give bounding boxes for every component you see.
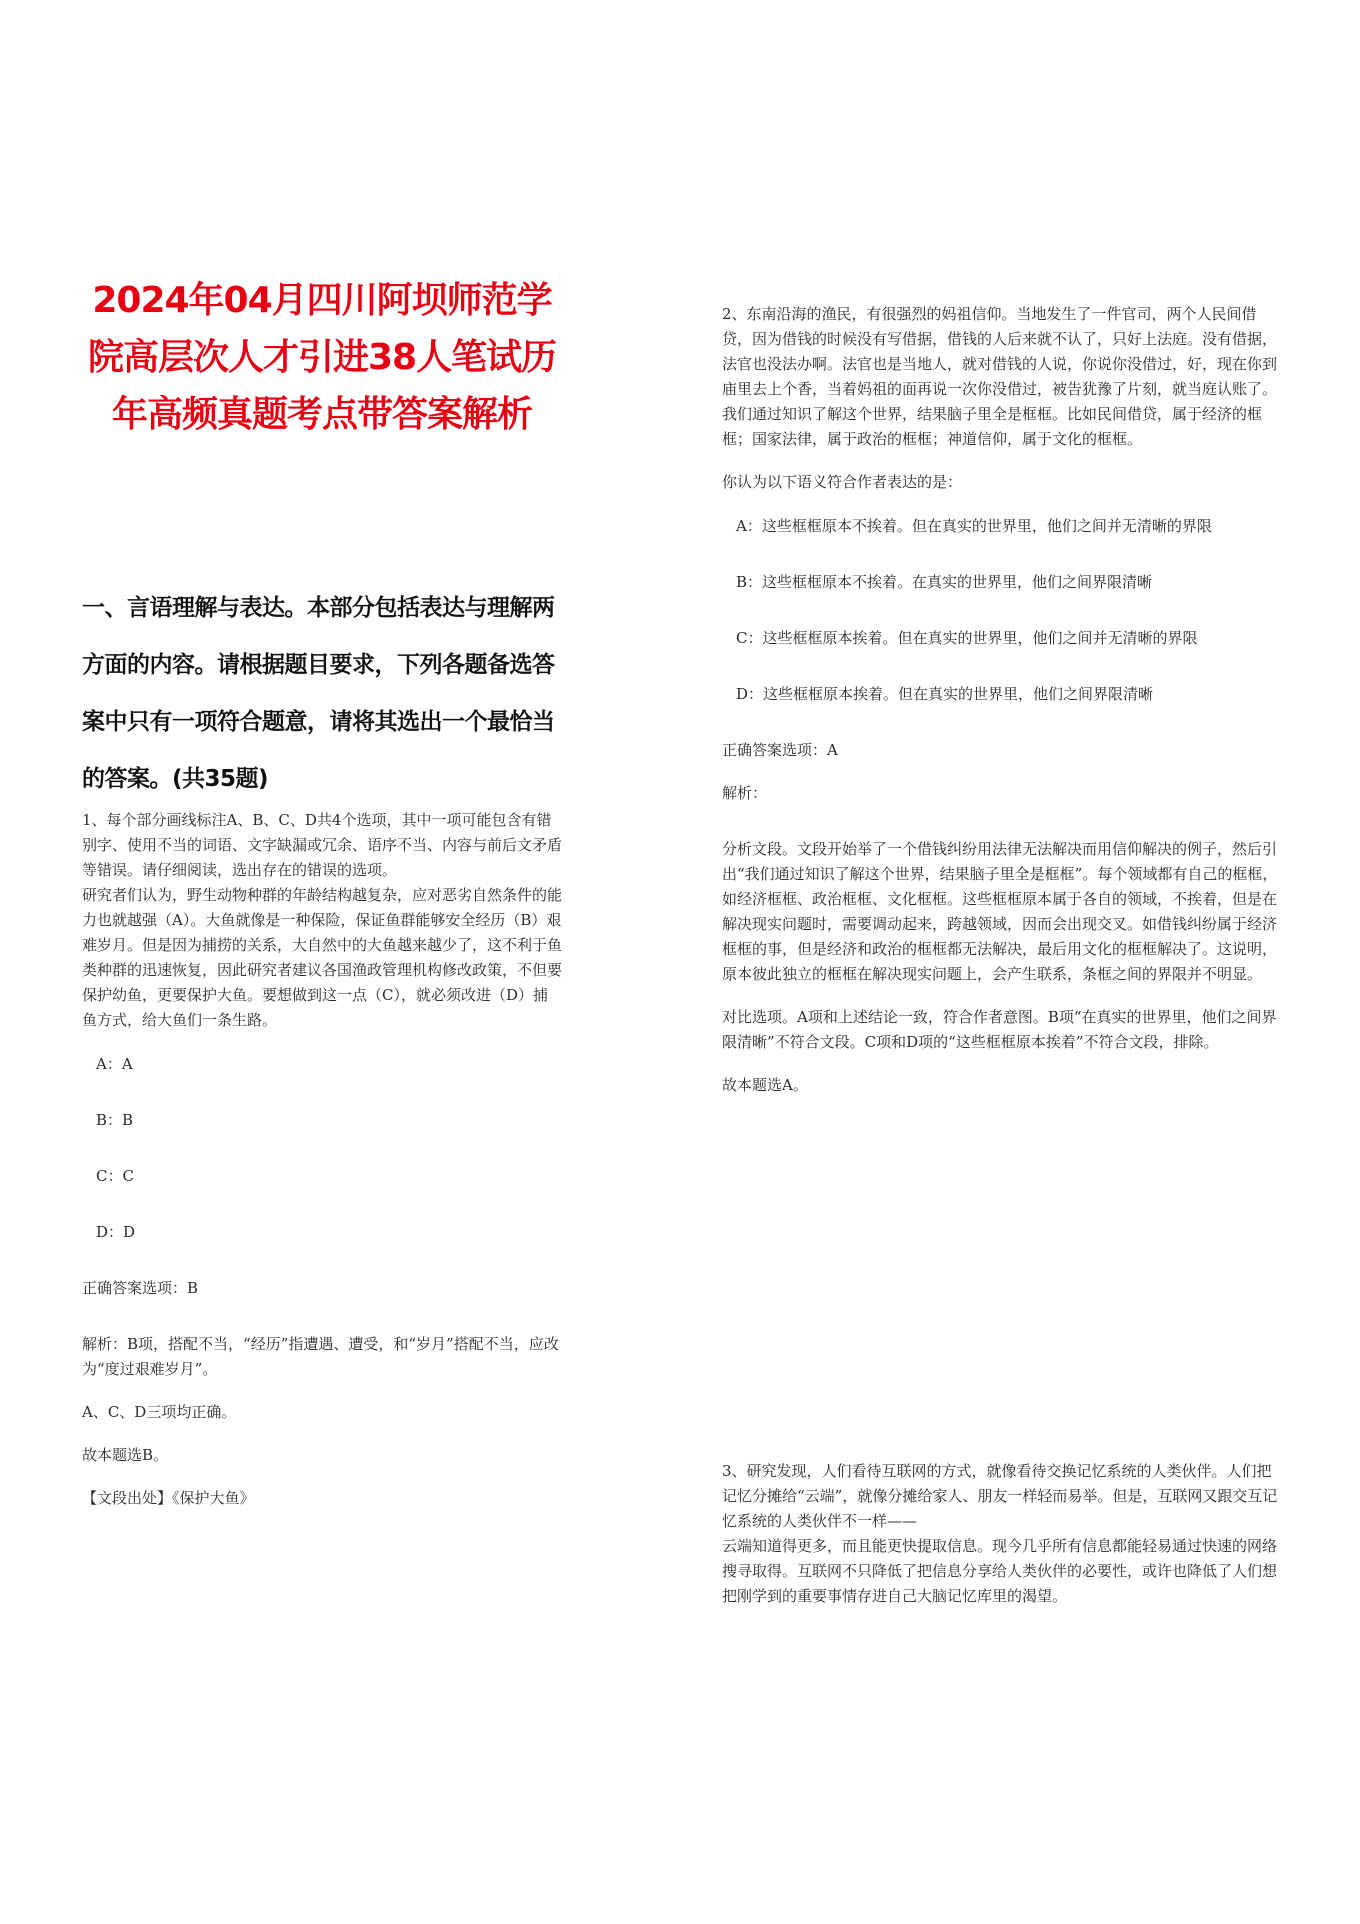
document-title: 2024年04月四川阿坝师范学院高层次人才引进38人笔试历年高频真题考点带答案解析	[87, 280, 557, 435]
question-1-analysis: 解析：B项，搭配不当，“经历”指遭遇、遭受，和“岁月”搭配不当，应改为“度过艰难岁月”。	[82, 1335, 559, 1378]
question-1-passage: 研究者们认为，野生动物种群的年龄结构越复杂，应对恶劣自然条件的能力也就越强（A）。大鱼就像是一种保险，保证鱼群能够安全经历（B）艰难岁月。但是因为捕捞的关系，大自然中的大鱼越来越少了，这不利于鱼类种群的迅速恢复，因此研究者建议各国渔政管理机构修改政策，不但要保护幼鱼，更要保护大鱼。要想做到这一点（C），就必须改进（D）捕鱼方式，给大鱼们一条生路。	[82, 886, 563, 1029]
question-1-option-a: A：A	[96, 1055, 133, 1073]
question-3-passage-continued: 云端知道得更多，而且能更快提取信息。现今几乎所有信息都能轻易通过快速的网络搜寻取得。互联网不只降低了把信息分享给人类伙伴的必要性，或许也降低了人们想把刚学到的重要事情存进自己大脑记忆库里的渴望。	[722, 1537, 1278, 1605]
question-2-conclusion: 故本题选A。	[722, 1076, 808, 1094]
question-2-comparison: 对比选项。A项和上述结论一致，符合作者意图。B项“在真实的世界里，他们之间界限清晰”不符合文段。C项和D项的“这些框框原本挨着”不符合文段，排除。	[722, 1008, 1277, 1051]
question-3-passage: 3、研究发现，人们看待互联网的方式，就像看待交换记忆系统的人类伙伴。人们把记忆分摊给“云端”，就像分摊给家人、朋友一样轻而易举。但是，互联网又跟交互记忆系统的人类伙伴不一样——	[722, 1462, 1278, 1530]
question-2	[722, 302, 1282, 1098]
question-1-option-c: C：C	[96, 1167, 134, 1185]
question-2-passage: 2、东南沿海的渔民，有很强烈的妈祖信仰。当地发生了一件官司，两个人民间借贷，因为借钱的时候没有写借据，借钱的人后来就不认了，只好上法庭。没有借据，法官也没法办啊。法官也是当地人，就对借钱的人说，你说你没借过，好，现在你到庙里去上个香，当着妈祖的面再说一次你没借过，被告犹豫了片刻，就当庭认账了。我们通过知识了解这个世界，结果脑子里全是框框。比如民间借贷，属于经济的框框；国家法律，属于政治的框框；神道信仰，属于文化的框框。	[722, 305, 1278, 448]
question-2-option-a: A：这些框框原本不挨着。但在真实的世界里，他们之间并无清晰的界限	[736, 517, 1212, 535]
question-2-option-c: C：这些框框原本挨着。但在真实的世界里，他们之间并无清晰的界限	[736, 629, 1198, 647]
question-2-option-d: D：这些框框原本挨着。但在真实的世界里，他们之间界限清晰	[736, 685, 1154, 703]
question-1-answer: 正确答案选项：B	[82, 1279, 199, 1297]
question-1	[82, 808, 562, 1511]
question-2-answer: 正确答案选项：A	[722, 741, 838, 759]
question-2-analysis-label: 解析：	[722, 784, 768, 802]
question-1-conclusion: 故本题选B。	[82, 1446, 169, 1464]
question-1-prompt: 1、每个部分画线标注A、B、C、D共4个选项，其中一项可能包含有错别字、使用不当的词语、文字缺漏或冗余、语序不当、内容与前后文矛盾等错误。请仔细阅读，选出存在的错误的选项。	[82, 811, 563, 879]
question-2-prompt: 你认为以下语义符合作者表达的是：	[722, 473, 963, 491]
question-1-source: 【文段出处】《保护大鱼》	[82, 1489, 255, 1507]
question-3	[722, 1459, 1282, 1609]
question-1-option-b: B：B	[96, 1111, 134, 1129]
section-heading: 一、言语理解与表达。本部分包括表达与理解两方面的内容。请根据题目要求，下列各题备选答案中只有一项符合题意，请将其选出一个最恰当的答案。(共35题)	[82, 595, 555, 792]
question-2-analysis: 分析文段。文段开始举了一个借钱纠纷用法律无法解决而用信仰解决的例子，然后引出“我们通过知识了解这个世界，结果脑子里全是框框”。每个领域都有自己的框框，如经济框框、政治框框、文化框框。这些框框原本属于各自的领域，不挨着，但是在解决现实问题时，需要调动起来，跨越领域，因而会出现交叉。如借钱纠纷属于经济框框的事，但是经济和政治的框框都无法解决，最后用文化的框框解决了。这说明，原本彼此独立的框框在解决现实问题上，会产生联系，条框之间的界限并不明显。	[722, 840, 1278, 983]
question-2-option-b: B：这些框框原本不挨着。在真实的世界里，他们之间界限清晰	[736, 573, 1153, 591]
question-1-option-d: D：D	[96, 1223, 136, 1241]
question-1-note: A、C、D三项均正确。	[82, 1403, 237, 1421]
